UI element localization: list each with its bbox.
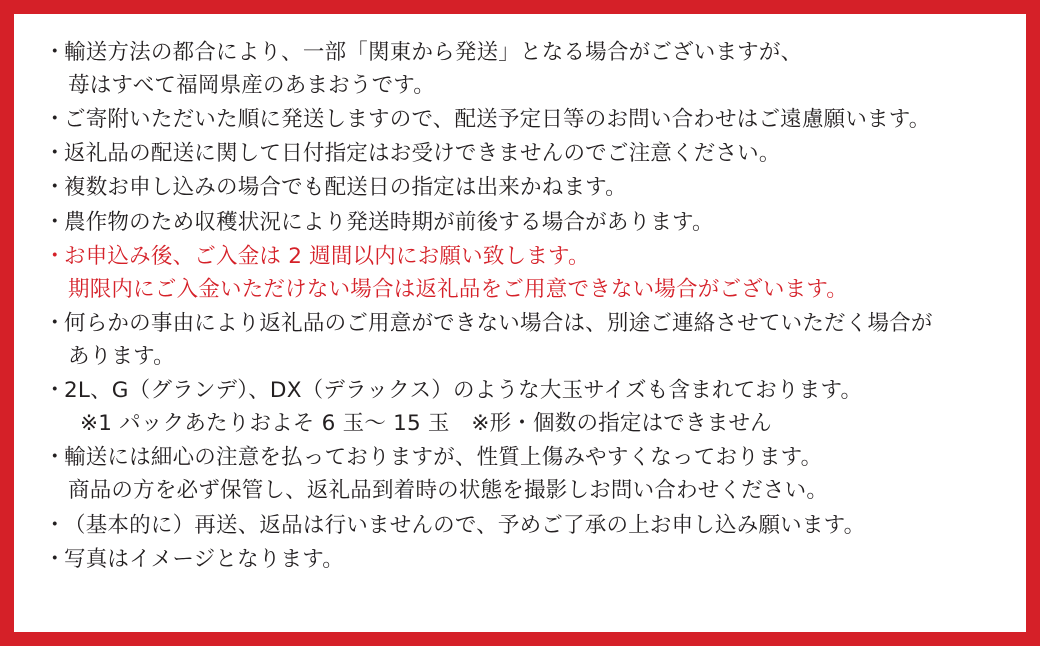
notice-line: 返礼品の配送に関して日付指定はお受けできませんのでご注意ください。: [64, 141, 781, 167]
notice-item: [44, 36, 1000, 102]
notice-text-block: [64, 206, 1000, 239]
notice-line: 期限内にご入金いただけない場合は返礼品をご用意できない場合がございます。: [68, 276, 849, 302]
bullet-icon: ・: [44, 209, 66, 235]
notice-line: 複数お申し込みの場合でも配送日の指定は出来かねます。: [64, 175, 627, 201]
notice-text-block: [64, 240, 1000, 306]
notice-text-block: [64, 307, 1000, 373]
bullet-icon: ・: [44, 107, 66, 133]
notice-item: [44, 509, 1000, 542]
notice-item: [44, 137, 1000, 170]
notice-text-block: [64, 509, 1000, 542]
notice-text-block: [64, 171, 1000, 204]
notice-line: お申込み後、ご入金は 2 週間以内にお願い致します。: [64, 243, 590, 269]
notice-line: 輸送には細心の注意を払っておりますが、性質上傷みやすくなっております。: [64, 445, 823, 471]
notice-item: [44, 374, 1000, 440]
bullet-icon: ・: [44, 175, 66, 201]
notice-line: 輸送方法の都合により、一部「関東から発送」となる場合がございますが、: [64, 40, 803, 65]
notice-item: [44, 543, 1000, 576]
notice-item: [44, 103, 1000, 136]
bullet-icon: ・: [44, 512, 66, 538]
bullet-icon: ・: [44, 546, 66, 572]
notice-line: ※1 パックあたりおよそ 6 玉〜 15 玉 ※形・個数の指定はできません: [80, 411, 772, 437]
bullet-icon: ・: [44, 378, 66, 404]
notice-line: あります。: [68, 343, 175, 369]
notice-item: [44, 441, 1000, 507]
notice-line: 商品の方を必ず保管し、返礼品到着時の状態を撮影しお問い合わせください。: [68, 478, 829, 504]
notice-line: 苺はすべて福岡県産のあまおうです。: [68, 73, 436, 99]
notice-line: 2L、G（グランデ）、DX（デラックス）のような大玉サイズも含まれております。: [64, 378, 863, 404]
notice-text-block: [64, 137, 1000, 170]
notice-item: [44, 240, 1000, 306]
notice-text-block: [64, 543, 1000, 576]
notice-item: [44, 171, 1000, 204]
notice-line: ご寄附いただいた順に発送しますので、配送予定日等のお問い合わせはご遠慮願います。: [64, 107, 931, 133]
bullet-icon: ・: [44, 141, 66, 167]
notice-line: 何らかの事由により返礼品のご用意ができない場合は、別途ご連絡させていただく場合が: [64, 310, 933, 336]
notice-list: [44, 36, 1000, 576]
bullet-icon: ・: [44, 243, 66, 269]
notice-line: （基本的に）再送、返品は行いませんので、予めご了承の上お申し込み願います。: [64, 512, 866, 538]
notice-text-block: [64, 374, 1000, 440]
notice-line: 写真はイメージとなります。: [64, 546, 344, 572]
bullet-icon: ・: [44, 40, 66, 65]
notice-text-block: [64, 441, 1000, 507]
notice-line: 農作物のため収穫状況により発送時期が前後する場合があります。: [64, 209, 714, 235]
notice-item: [44, 206, 1000, 239]
bullet-icon: ・: [44, 445, 66, 471]
bullet-icon: ・: [44, 310, 66, 336]
notice-item: [44, 307, 1000, 373]
notice-text-block: [64, 36, 1000, 102]
notice-text-block: [64, 103, 1000, 136]
